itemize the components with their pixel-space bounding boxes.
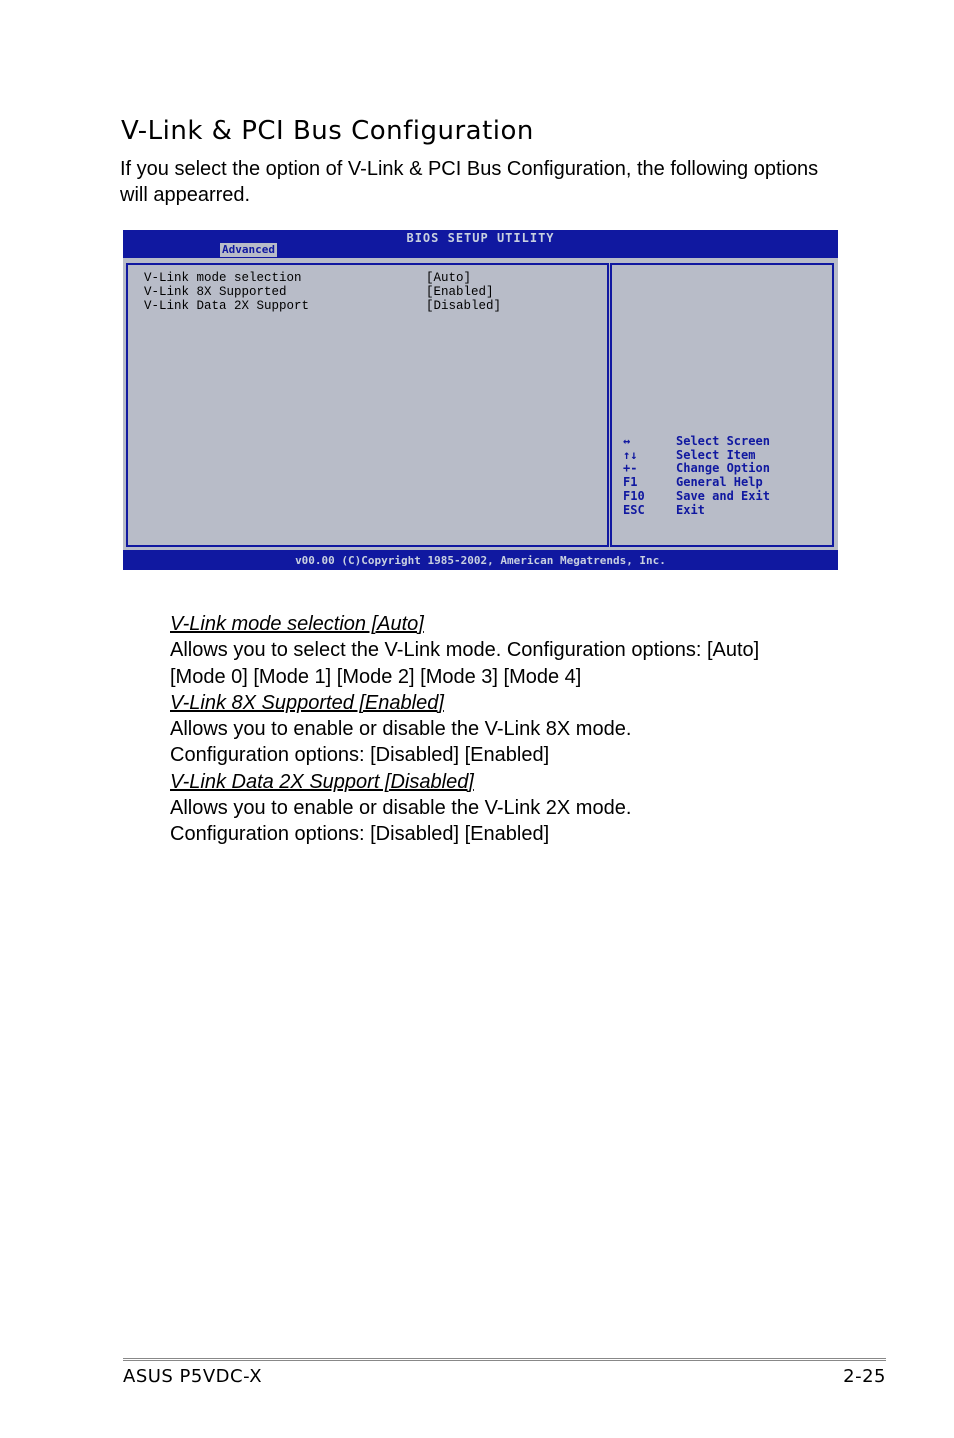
section-heading: V-Link & PCI Bus Configuration bbox=[121, 116, 534, 146]
settings-panel bbox=[126, 263, 609, 547]
footer-product: ASUS P5VDC-X bbox=[123, 1366, 263, 1387]
item-title: V-Link 8X Supported [Enabled] bbox=[170, 691, 444, 714]
help-action: Change Option bbox=[676, 461, 770, 476]
tab-advanced[interactable]: Advanced bbox=[222, 243, 275, 256]
setting-value[interactable]: [Auto] bbox=[426, 271, 472, 285]
setting-value[interactable]: [Disabled] bbox=[426, 299, 502, 313]
setting-row[interactable] bbox=[144, 299, 501, 313]
setting-row[interactable] bbox=[144, 285, 501, 299]
item-text: [Mode 0] [Mode 1] [Mode 2] [Mode 3] [Mode 4] bbox=[170, 665, 582, 688]
bios-title: BIOS SETUP UTILITY bbox=[406, 231, 555, 245]
setting-name: V-Link mode selection bbox=[144, 271, 302, 285]
help-row bbox=[623, 462, 770, 476]
help-key: F10 bbox=[623, 488, 645, 503]
help-panel bbox=[610, 263, 834, 547]
help-action: General Help bbox=[676, 475, 763, 490]
item-text: Configuration options: [Disabled] [Enabled] bbox=[170, 823, 550, 846]
bios-screenshot bbox=[123, 230, 838, 570]
up-down-arrows-icon: ↑↓ bbox=[623, 447, 638, 462]
setting-row[interactable] bbox=[144, 271, 501, 285]
setting-value[interactable]: [Enabled] bbox=[426, 285, 494, 299]
help-row bbox=[623, 490, 770, 504]
help-key: +- bbox=[623, 461, 638, 476]
item-text: Allows you to enable or disable the V-Link 8X mode. bbox=[170, 718, 632, 741]
help-row bbox=[623, 435, 770, 449]
item-title: V-Link mode selection [Auto] bbox=[170, 613, 424, 635]
item-text: Allows you to select the V-Link mode. Configuration options: [Auto] bbox=[170, 639, 760, 662]
page-number: 2-25 bbox=[843, 1366, 886, 1387]
help-row bbox=[623, 476, 770, 490]
item-text: Allows you to enable or disable the V-Link 2X mode. bbox=[170, 797, 632, 820]
item-text: Configuration options: [Disabled] [Enabled] bbox=[170, 744, 550, 767]
setting-name: V-Link 8X Supported bbox=[144, 285, 287, 299]
footer-divider bbox=[123, 1358, 886, 1361]
setting-name: V-Link Data 2X Support bbox=[144, 299, 310, 313]
bios-copyright: v00.00 (C)Copyright 1985-2002, American Megatrends, Inc. bbox=[295, 554, 666, 567]
help-key: F1 bbox=[623, 475, 638, 490]
help-action: Exit bbox=[676, 502, 705, 517]
intro-paragraph: If you select the option of V-Link & PCI Bus Configuration, the following options will appearred. bbox=[120, 158, 819, 206]
bios-body bbox=[123, 258, 838, 550]
left-right-arrows-icon: ↔ bbox=[623, 434, 631, 448]
help-action: Select Item bbox=[676, 447, 756, 462]
help-action: Save and Exit bbox=[676, 488, 770, 503]
item-descriptions bbox=[170, 611, 830, 848]
help-row bbox=[623, 504, 770, 518]
help-key: ESC bbox=[623, 502, 645, 517]
help-row bbox=[623, 449, 770, 463]
help-action: Select Screen bbox=[676, 434, 770, 448]
item-title: V-Link Data 2X Support [Disabled] bbox=[170, 770, 474, 793]
